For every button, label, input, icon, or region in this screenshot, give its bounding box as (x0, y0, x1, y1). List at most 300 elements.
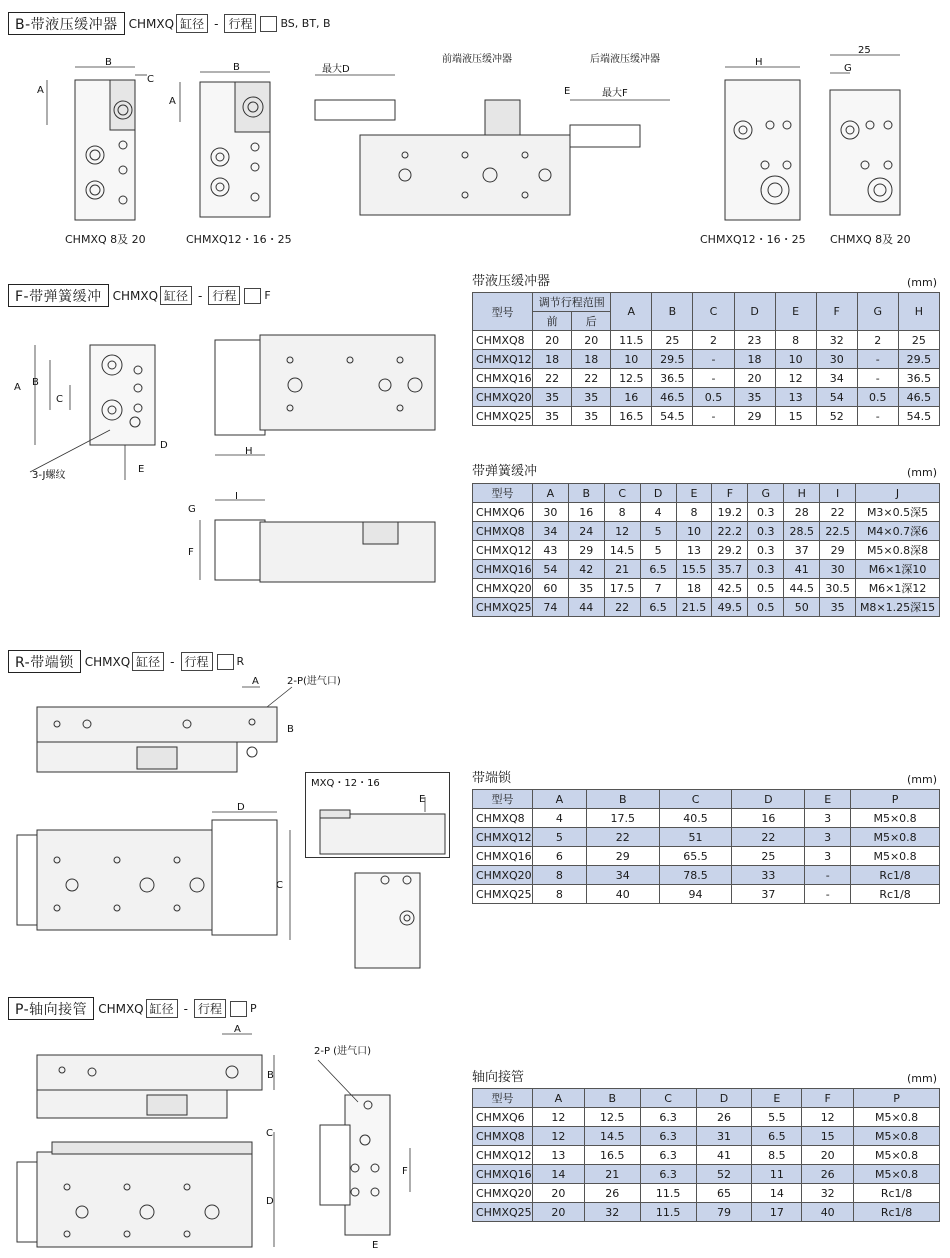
header-col: P (854, 1089, 940, 1108)
value-cell: 54 (816, 388, 857, 407)
suffix-code: P (249, 1002, 257, 1015)
header-model: 型号 (473, 484, 533, 503)
table-row (473, 828, 940, 847)
value-cell: 41 (784, 560, 820, 579)
header-col: I (820, 484, 856, 503)
value-cell: 3 (805, 809, 851, 828)
value-cell: M5×0.8 (854, 1127, 940, 1146)
value-cell: 16 (568, 503, 604, 522)
b-drawing-rear-large (715, 55, 810, 225)
header-col: J (856, 484, 940, 503)
value-cell: 23 (734, 331, 775, 350)
dim-B: B (32, 377, 39, 388)
value-cell: 5 (640, 522, 676, 541)
value-cell: 21.5 (676, 598, 712, 617)
value-cell: - (857, 407, 898, 426)
header-col: A (532, 484, 568, 503)
value-cell: 12 (604, 522, 640, 541)
value-cell: 2 (857, 331, 898, 350)
bore-box: 缸径 (160, 286, 192, 305)
suffix-code: BS, BT, B (280, 17, 331, 30)
value-cell: 6.3 (640, 1108, 696, 1127)
value-cell: 0.5 (693, 388, 734, 407)
value-cell: 50 (784, 598, 820, 617)
header-col: D (734, 293, 775, 331)
table-row (473, 847, 940, 866)
front-damper-label: 前端液压缓冲器 (442, 54, 512, 65)
value-cell: 46.5 (652, 388, 693, 407)
value-cell: 19.2 (712, 503, 748, 522)
value-cell: M5×0.8 (851, 828, 940, 847)
value-cell: 10 (611, 350, 652, 369)
value-cell: 5 (532, 828, 586, 847)
header-front: 前 (533, 312, 572, 331)
value-cell: 8 (532, 866, 586, 885)
value-cell: 6.5 (640, 598, 676, 617)
value-cell: - (693, 350, 734, 369)
value-cell: 20 (532, 1184, 584, 1203)
value-cell: 15.5 (676, 560, 712, 579)
model-cell: CHMXQ6 (473, 1108, 533, 1127)
section-title-b: B-带液压缓冲器 (8, 12, 125, 35)
table-row (473, 503, 940, 522)
value-cell: Rc1/8 (854, 1184, 940, 1203)
bore-box: 缸径 (132, 652, 164, 671)
header-col: B (586, 790, 659, 809)
value-cell: 30.5 (820, 579, 856, 598)
hydraulic-table-unit: (mm) (907, 276, 938, 289)
value-cell: M5×0.8 (854, 1165, 940, 1184)
value-cell: 22.5 (820, 522, 856, 541)
spring-table-title: 带弹簧缓冲 (472, 464, 538, 479)
dim-A: A (234, 1024, 241, 1035)
value-cell: 18 (533, 350, 572, 369)
port-label: 2-P(进气口) (287, 676, 341, 687)
dim-E: E (138, 464, 145, 475)
value-cell: 51 (659, 828, 732, 847)
table-row (473, 579, 940, 598)
value-cell: 22.2 (712, 522, 748, 541)
header-col: D (732, 790, 805, 809)
value-cell: 32 (802, 1184, 854, 1203)
header-col: P (851, 790, 940, 809)
dim-D: D (160, 440, 168, 451)
value-cell: 5.5 (752, 1108, 802, 1127)
hydraulic-table (472, 292, 940, 426)
value-cell: 6.3 (640, 1165, 696, 1184)
suffix-code: R (236, 655, 245, 668)
value-cell: 40 (586, 885, 659, 904)
value-cell: 13 (676, 541, 712, 560)
value-cell: 30 (820, 560, 856, 579)
dim-C: C (276, 880, 283, 891)
value-cell: 26 (802, 1165, 854, 1184)
stroke-box: 行程 (194, 999, 226, 1018)
value-cell: 42 (568, 560, 604, 579)
header-col: A (532, 1089, 584, 1108)
table-row (473, 885, 940, 904)
model-cell: CHMXQ20 (473, 388, 533, 407)
value-cell: 78.5 (659, 866, 732, 885)
dim-B: B (233, 62, 240, 73)
value-cell: M5×0.8深8 (856, 541, 940, 560)
dim-C: C (147, 74, 154, 85)
header-col: H (898, 293, 939, 331)
value-cell: Rc1/8 (851, 885, 940, 904)
value-cell: 16 (611, 388, 652, 407)
hydraulic-table-body (473, 331, 940, 426)
value-cell: 21 (604, 560, 640, 579)
axial-table (472, 1088, 940, 1222)
table-row (473, 598, 940, 617)
value-cell: 14 (532, 1165, 584, 1184)
value-cell: 12 (532, 1108, 584, 1127)
value-cell: 52 (816, 407, 857, 426)
bore-box: 缸径 (146, 999, 178, 1018)
value-cell: 34 (816, 369, 857, 388)
dim-G: G (844, 63, 852, 74)
value-cell: 16.5 (584, 1146, 640, 1165)
value-cell: 29 (734, 407, 775, 426)
header-col: B (568, 484, 604, 503)
table-row (473, 1184, 940, 1203)
value-cell: 2 (693, 331, 734, 350)
value-cell: 8 (604, 503, 640, 522)
dim-F: F (188, 547, 194, 558)
value-cell: 0.3 (748, 522, 784, 541)
spring-table-unit: (mm) (907, 466, 938, 479)
value-cell: 60 (532, 579, 568, 598)
table-row (473, 1127, 940, 1146)
dim-F: F (402, 1166, 408, 1177)
r-drawing-end (345, 868, 425, 973)
header-col: A (611, 293, 652, 331)
dim-A: A (37, 85, 44, 96)
value-cell: 28.5 (784, 522, 820, 541)
value-cell: 36.5 (898, 369, 939, 388)
model-cell: CHMXQ16 (473, 369, 533, 388)
value-cell: 25 (652, 331, 693, 350)
model-cell: CHMXQ12 (473, 541, 533, 560)
dim-H: H (755, 57, 763, 68)
value-cell: 16.5 (611, 407, 652, 426)
value-cell: 20 (734, 369, 775, 388)
value-cell: 6 (532, 847, 586, 866)
table-row (473, 331, 940, 350)
value-cell: 35 (572, 407, 611, 426)
spring-table-body (473, 503, 940, 617)
value-cell: 41 (696, 1146, 752, 1165)
value-cell: 4 (532, 809, 586, 828)
value-cell: 42.5 (712, 579, 748, 598)
r-inset-box (305, 772, 450, 858)
header-model: 型号 (473, 293, 533, 331)
value-cell: 40.5 (659, 809, 732, 828)
model-prefix: CHMXQ (128, 16, 175, 31)
value-cell: 32 (816, 331, 857, 350)
value-cell: 8 (676, 503, 712, 522)
value-cell: 12 (775, 369, 816, 388)
header-col: E (775, 293, 816, 331)
value-cell: 35 (820, 598, 856, 617)
value-cell: 29 (568, 541, 604, 560)
value-cell: - (857, 350, 898, 369)
axial-table-title: 轴向接管 (472, 1070, 525, 1085)
section-title-r: R-带端锁 (8, 650, 81, 673)
header-col: B (584, 1089, 640, 1108)
header-col: C (659, 790, 732, 809)
option-box (244, 288, 261, 304)
port-label: 2-P (进气口) (314, 1046, 371, 1057)
dim-A: A (169, 96, 176, 107)
dim-B: B (287, 724, 294, 735)
value-cell: 11.5 (611, 331, 652, 350)
table-row (473, 369, 940, 388)
dim-D: D (237, 802, 245, 813)
value-cell: M4×0.7深6 (856, 522, 940, 541)
value-cell: 22 (572, 369, 611, 388)
value-cell: 0.5 (857, 388, 898, 407)
value-cell: 3 (805, 828, 851, 847)
dim-A: A (252, 676, 259, 687)
value-cell: M8×1.25深15 (856, 598, 940, 617)
table-row (473, 350, 940, 369)
header-col: F (816, 293, 857, 331)
table-row (473, 407, 940, 426)
model-cell: CHMXQ16 (473, 847, 533, 866)
value-cell: 54.5 (898, 407, 939, 426)
f-drawing-side (205, 330, 440, 465)
spring-table (472, 483, 940, 617)
value-cell: 6.5 (640, 560, 676, 579)
bore-box: 缸径 (176, 14, 208, 33)
value-cell: 29.5 (898, 350, 939, 369)
value-cell: Rc1/8 (851, 866, 940, 885)
header-range: 调节行程范围 (533, 293, 611, 312)
value-cell: 34 (532, 522, 568, 541)
value-cell: 29 (586, 847, 659, 866)
suffix-code: F (264, 289, 271, 302)
value-cell: 40 (802, 1203, 854, 1222)
dim-I: I (235, 491, 238, 502)
header-col: E (805, 790, 851, 809)
p-drawing-end (310, 1040, 425, 1255)
value-cell: M3×0.5深5 (856, 503, 940, 522)
section-heading-f: F-带弹簧缓冲 CHMXQ 缸径 - 行程 F (8, 284, 271, 307)
header-col: D (640, 484, 676, 503)
value-cell: 22 (533, 369, 572, 388)
value-cell: 7 (640, 579, 676, 598)
value-cell: 33 (732, 866, 805, 885)
axial-table-body (473, 1108, 940, 1222)
value-cell: 17.5 (586, 809, 659, 828)
table-row (473, 1203, 940, 1222)
value-cell: M5×0.8 (851, 847, 940, 866)
section-heading-b: B-带液压缓冲器 CHMXQ 缸径 - 行程 BS, BT, B (8, 12, 331, 35)
hydraulic-table-title: 带液压缓冲器 (472, 274, 551, 289)
value-cell: 35.7 (712, 560, 748, 579)
section-title-p: P-轴向接管 (8, 997, 94, 1020)
table-row (473, 388, 940, 407)
inset-label: MXQ・12・16 (311, 778, 380, 789)
value-cell: 35 (533, 407, 572, 426)
header-col: E (676, 484, 712, 503)
value-cell: - (693, 369, 734, 388)
option-box (217, 654, 234, 670)
model-cell: CHMXQ8 (473, 1127, 533, 1146)
header-col: H (784, 484, 820, 503)
value-cell: 10 (775, 350, 816, 369)
value-cell: 13 (775, 388, 816, 407)
header-col: C (693, 293, 734, 331)
value-cell: 12.5 (584, 1108, 640, 1127)
header-col: B (652, 293, 693, 331)
value-cell: 25 (732, 847, 805, 866)
value-cell: 18 (734, 350, 775, 369)
value-cell: 36.5 (652, 369, 693, 388)
value-cell: 94 (659, 885, 732, 904)
value-cell: 35 (568, 579, 604, 598)
model-cell: CHMXQ16 (473, 560, 533, 579)
value-cell: - (693, 407, 734, 426)
header-col: A (532, 790, 586, 809)
r-drawing-side (12, 800, 302, 950)
value-cell: 29.5 (652, 350, 693, 369)
value-cell: 22 (732, 828, 805, 847)
value-cell: 11.5 (640, 1184, 696, 1203)
value-cell: 44 (568, 598, 604, 617)
value-cell: 49.5 (712, 598, 748, 617)
value-cell: 11 (752, 1165, 802, 1184)
value-cell: 0.5 (748, 598, 784, 617)
value-cell: 34 (586, 866, 659, 885)
model-cell: CHMXQ25 (473, 598, 533, 617)
dim-A: A (14, 382, 21, 393)
b-caption-4: CHMXQ 8及 20 (830, 233, 911, 246)
table-row (473, 866, 940, 885)
value-cell: 6.5 (752, 1127, 802, 1146)
option-box (230, 1001, 247, 1017)
value-cell: 54 (532, 560, 568, 579)
endlock-table-body (473, 809, 940, 904)
r-drawing-top (12, 672, 341, 777)
model-cell: CHMXQ8 (473, 809, 533, 828)
value-cell: - (857, 369, 898, 388)
value-cell: 32 (584, 1203, 640, 1222)
p-drawing-side (12, 1122, 292, 1252)
model-cell: CHMXQ12 (473, 350, 533, 369)
b-caption-1: CHMXQ 8及 20 (65, 233, 146, 246)
table-row (473, 522, 940, 541)
endlock-table-title: 带端锁 (472, 771, 512, 786)
model-prefix: CHMXQ (84, 654, 131, 669)
endlock-table (472, 789, 940, 904)
f-drawing-top (185, 490, 445, 590)
model-cell: CHMXQ25 (473, 1203, 533, 1222)
value-cell: 6.3 (640, 1146, 696, 1165)
value-cell: M5×0.8 (854, 1146, 940, 1165)
header-col: C (640, 1089, 696, 1108)
value-cell: Rc1/8 (854, 1203, 940, 1222)
value-cell: 4 (640, 503, 676, 522)
dim-C: C (56, 394, 63, 405)
dim-E: E (564, 86, 571, 97)
b-drawing-side (310, 50, 680, 225)
value-cell: 29 (820, 541, 856, 560)
model-cell: CHMXQ20 (473, 579, 533, 598)
value-cell: 12.5 (611, 369, 652, 388)
value-cell: - (805, 866, 851, 885)
value-cell: 20 (532, 1203, 584, 1222)
header-col: G (748, 484, 784, 503)
b-drawing-large-front (165, 62, 285, 227)
value-cell: 0.3 (748, 541, 784, 560)
table-row (473, 1146, 940, 1165)
option-box (260, 16, 277, 32)
f-drawing-front (10, 330, 180, 485)
model-cell: CHMXQ12 (473, 828, 533, 847)
header-col: D (696, 1089, 752, 1108)
value-cell: 16 (732, 809, 805, 828)
value-cell: 12 (532, 1127, 584, 1146)
value-cell: 35 (572, 388, 611, 407)
dim-maxF: 最大F (602, 88, 628, 99)
value-cell: 20 (572, 331, 611, 350)
value-cell: 26 (584, 1184, 640, 1203)
stroke-box: 行程 (181, 652, 213, 671)
value-cell: 25 (898, 331, 939, 350)
value-cell: 44.5 (784, 579, 820, 598)
value-cell: - (805, 885, 851, 904)
dim-C: C (266, 1128, 273, 1139)
model-cell: CHMXQ8 (473, 522, 533, 541)
b-drawing-small-front (35, 55, 165, 225)
value-cell: 35 (734, 388, 775, 407)
value-cell: 6.3 (640, 1127, 696, 1146)
model-prefix: CHMXQ (112, 288, 159, 303)
value-cell: 22 (586, 828, 659, 847)
p-drawing-top (12, 1020, 282, 1125)
value-cell: 37 (732, 885, 805, 904)
value-cell: 79 (696, 1203, 752, 1222)
b-caption-2: CHMXQ12・16・25 (186, 233, 292, 246)
stroke-box: 行程 (208, 286, 240, 305)
value-cell: 31 (696, 1127, 752, 1146)
table-row (473, 1108, 940, 1127)
table-row (473, 541, 940, 560)
value-cell: 46.5 (898, 388, 939, 407)
value-cell: 65 (696, 1184, 752, 1203)
value-cell: M5×0.8 (854, 1108, 940, 1127)
dim-E: E (419, 794, 426, 805)
value-cell: 37 (784, 541, 820, 560)
dim-D: D (266, 1196, 274, 1207)
value-cell: 0.5 (748, 579, 784, 598)
dim-B: B (267, 1070, 274, 1081)
value-cell: M5×0.8 (851, 809, 940, 828)
model-cell: CHMXQ8 (473, 331, 533, 350)
value-cell: 14 (752, 1184, 802, 1203)
table-row (473, 560, 940, 579)
model-prefix: CHMXQ (98, 1001, 144, 1016)
model-cell: CHMXQ16 (473, 1165, 533, 1184)
value-cell: 43 (532, 541, 568, 560)
value-cell: 35 (533, 388, 572, 407)
axial-table-unit: (mm) (907, 1072, 938, 1085)
value-cell: 8.5 (752, 1146, 802, 1165)
value-cell: 74 (532, 598, 568, 617)
dim-B: B (105, 57, 112, 68)
